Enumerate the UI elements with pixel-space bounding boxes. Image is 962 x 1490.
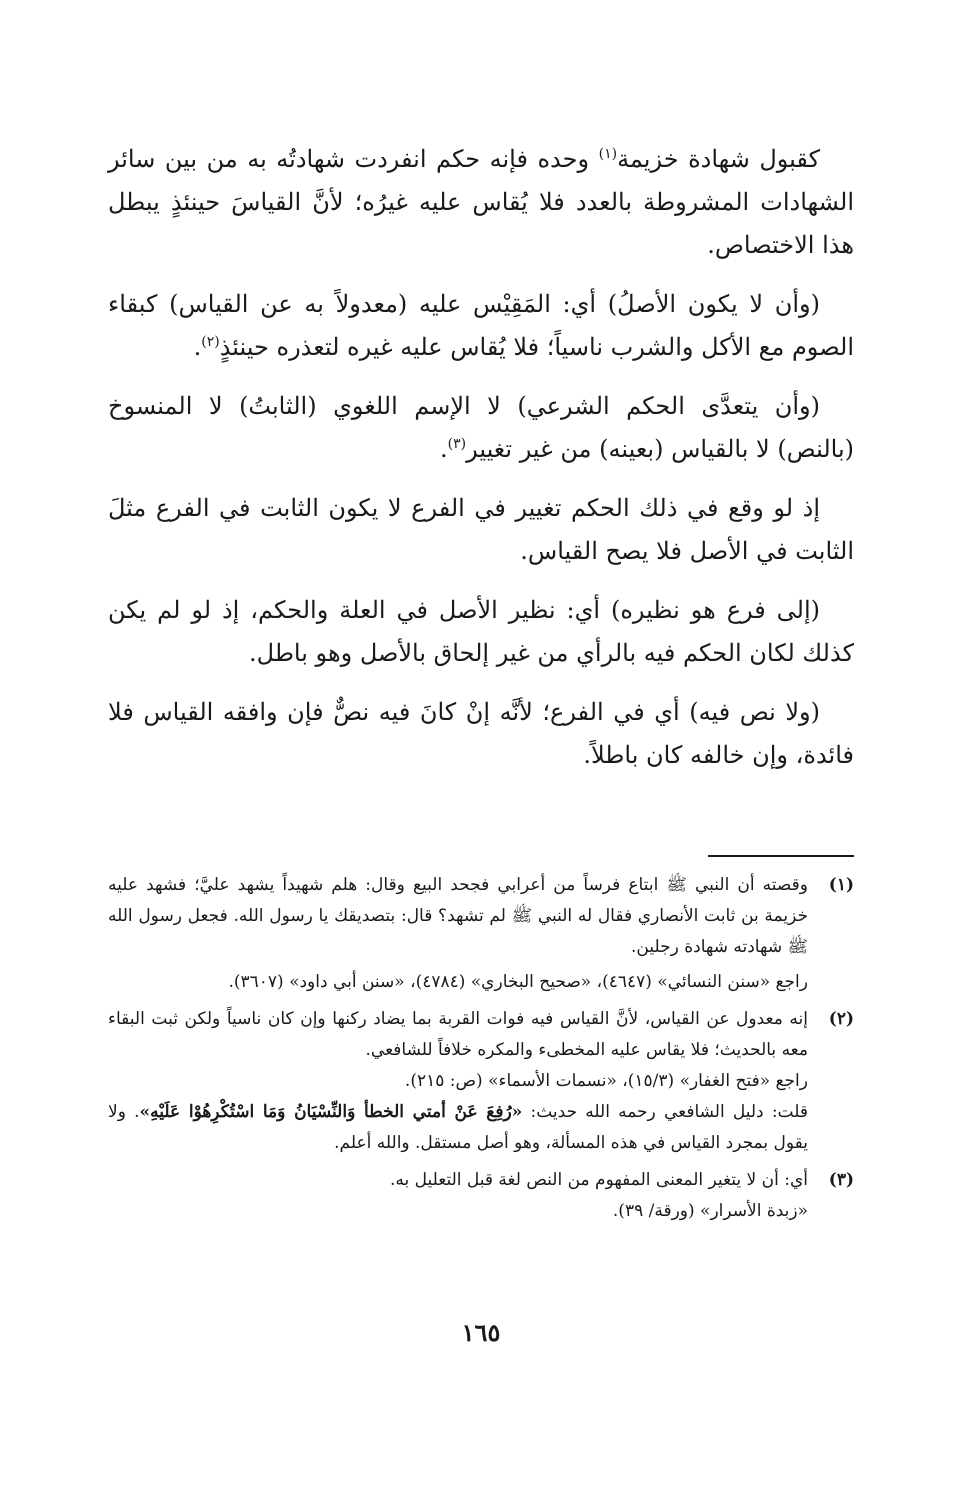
footnote-text: وقصته أن النبي ﷺ ابتاع فرساً من أعرابي فجحد البيع وقال: هلم شهيداً يشهد عليَّ؛ فشهد عليه خزيمة بن ثابت الأنصاري فقال له النبي ﷺ لم تشهد؟ قال: بتصديقك يا رسول الله. فجعل رسول الله ﷺ شهادته شهادة رجلين.: [108, 875, 808, 957]
footnote-separator: [708, 855, 854, 857]
paragraph-text: إذ لو وقع في ذلك الحكم تغيير في الفرع لا يكون الثابت في الفرع مثلَ الثابت في الأصل فلا يصح القياس.: [108, 494, 854, 565]
hadith-quote: «رُفِعَ عَنْ أمتي الخطأ وَالنِّسْيَانُ وَمَا اسْتُكْرِهُوْا عَلَيْهِ»: [139, 1102, 523, 1122]
paragraph-text: وحده فإنه حكم انفردت شهادتُه به من بين سائر الشهادات المشروطة بالعدد فلا يُقاس عليه غيرُه؛ لأنَّ القياسَ حينئذٍ يبطل هذا الاختصاص.: [108, 145, 854, 259]
footnote-reference: راجع «فتح الغفار» (١٥/٣)، «نسمات الأسماء» (ص: ٢١٥).: [404, 1071, 808, 1091]
footnote-text: أي: أن لا يتغير المعنى المفهوم من النص لغة قبل التعليل به.: [389, 1170, 808, 1190]
footnote: [108, 1165, 854, 1227]
footnote-ref: (١): [598, 146, 618, 162]
note-text: . ولا يقول بمجرد القياس في هذه المسألة، وهو أصل مستقل. والله أعلم.: [108, 1102, 808, 1153]
paragraph: [108, 138, 854, 267]
paragraph-text: (ولا نص فيه) أي في الفرع؛ لأنَّه إنْ كانَ فيه نصٌّ فإن وافقه القياس فلا فائدة، وإن خالفه كان باطلاً.: [108, 698, 854, 769]
footnote-number: (٣): [828, 1170, 854, 1190]
main-text: [108, 138, 854, 793]
paragraph: [108, 487, 854, 573]
footnote-ref: (٣): [447, 436, 467, 452]
footnote-number: (١): [828, 875, 854, 895]
paragraph-text: (إلى فرع هو نظيره) أي: نظير الأصل في العلة والحكم، إذ لو لم يكن كذلك لكان الحكم فيه بالرأي من غير إلحاق بالأصل وهو باطل.: [108, 596, 854, 667]
footnote: [108, 1004, 854, 1159]
page-number: ١٦٥: [461, 1318, 501, 1347]
paragraph: [108, 691, 854, 777]
footnote: [108, 870, 854, 998]
footnote-number: (٢): [828, 1009, 854, 1029]
paragraph-text: .: [193, 333, 202, 361]
footnote-note: [108, 1097, 808, 1159]
footnote-reference: راجع «سنن النسائي» (٤٦٤٧)، «صحيح البخاري» (٤٧٨٤)، «سنن أبي داود» (٣٦٠٧).: [228, 972, 808, 992]
paragraph-text: (وأن لا يكون الأصلُ) أي: المَقِيْس عليه (معدولاً به عن القياس) كبقاء الصوم مع الأكل والشرب ناسياً؛ فلا يُقاس عليه غيره لتعذره حينئذٍ: [108, 290, 854, 361]
paragraph-text: كقبول شهادة خزيمة: [617, 145, 820, 173]
paragraph: [108, 385, 854, 471]
footnote-reference: «زبدة الأسرار» (ورقة/ ٣٩).: [612, 1201, 808, 1221]
footnote-ref: (٢): [201, 334, 220, 350]
footnotes: [108, 870, 854, 1233]
footnote-text: إنه معدول عن القياس، لأنَّ القياس فيه فوات القربة بما يضاد ركنها وإن كان ناسياً ولكن ثبت البقاء معه بالحديث؛ فلا يقاس عليه المخطىء والمكره خلافاً للشافعي.: [108, 1009, 808, 1060]
paragraph-text: (وأن يتعدَّى الحكم الشرعي) لا الإسم اللغوي (الثابتُ) لا المنسوخ (بالنص) لا بالقياس (بعينه) من غير تغيير: [108, 392, 854, 463]
paragraph: [108, 283, 854, 369]
note-text: قلت: دليل الشافعي رحمه الله حديث:: [522, 1102, 808, 1122]
paragraph-text: .: [439, 435, 448, 463]
paragraph: [108, 589, 854, 675]
